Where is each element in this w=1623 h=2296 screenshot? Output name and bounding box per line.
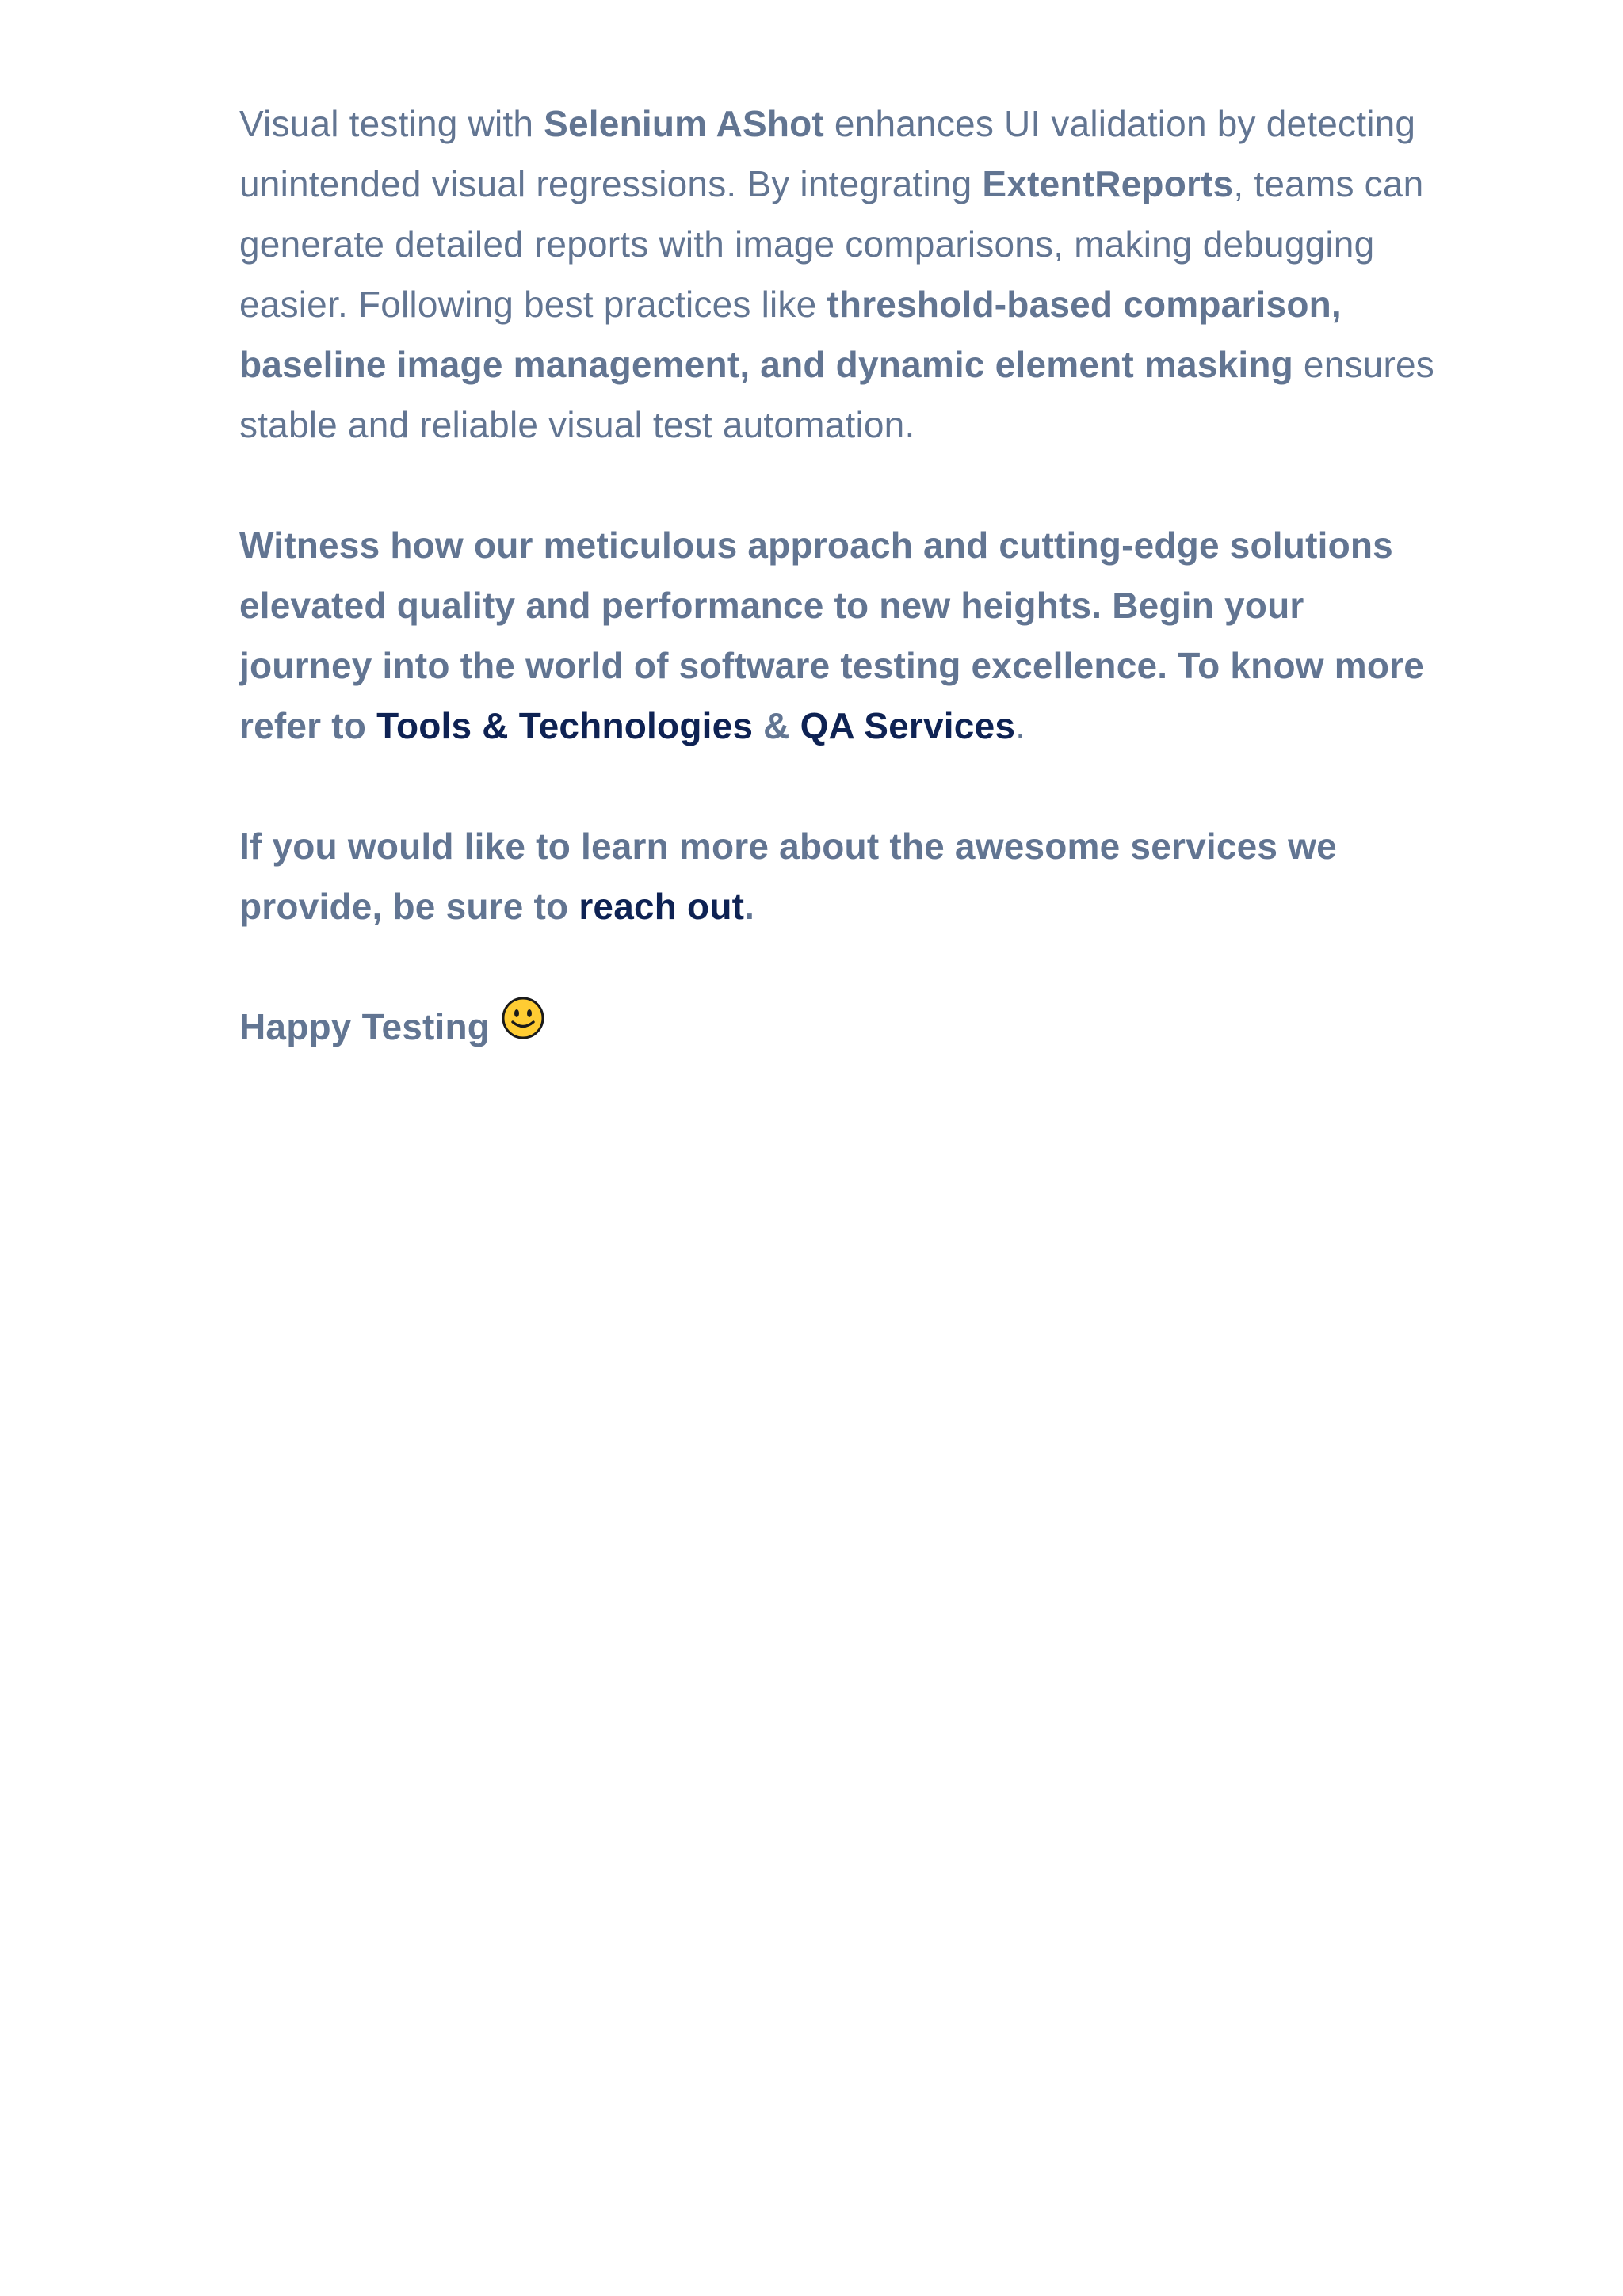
text: & bbox=[753, 705, 800, 746]
paragraph-learn-more bbox=[239, 816, 1444, 936]
emoji-right-eye bbox=[527, 1009, 532, 1017]
text: If you would like to learn more about the awesome services we provide, be sure to bbox=[239, 826, 1337, 927]
article-body bbox=[239, 93, 1444, 1121]
slightly-smiling-face-icon bbox=[501, 996, 545, 1058]
paragraph-visual-testing bbox=[239, 93, 1444, 455]
text: , teams can generate detailed reports with image comparisons, making debugging easier. Following best practices like bbox=[239, 163, 1424, 325]
link-qa-services[interactable]: QA Services bbox=[800, 705, 1016, 746]
text: enhances UI validation by detecting unintended visual regressions. By integrating bbox=[239, 103, 1416, 204]
text: Visual testing with bbox=[239, 103, 544, 144]
text: . bbox=[1015, 705, 1026, 746]
text: . bbox=[744, 886, 755, 927]
text: Witness how our meticulous approach and cutting-edge solutions elevated quality and performance to new heights. Begin your journey into the world of software testing excellence. To know more refer to bbox=[239, 524, 1425, 746]
text: ensures stable and reliable visual test automation. bbox=[239, 344, 1434, 445]
link-tools-technologies[interactable]: Tools & Technologies bbox=[376, 705, 754, 746]
emoji-svg bbox=[501, 996, 545, 1040]
paragraph-happy-testing bbox=[239, 997, 1444, 1061]
emoji-face bbox=[503, 998, 543, 1038]
happy-testing-text: Happy Testing bbox=[239, 1006, 491, 1047]
link-reach-out[interactable]: reach out bbox=[579, 886, 745, 927]
bold-selenium-ashot: Selenium AShot bbox=[544, 103, 824, 144]
paragraph-witness bbox=[239, 515, 1444, 756]
bold-extentreports: ExtentReports bbox=[982, 163, 1234, 204]
emoji-left-eye bbox=[514, 1009, 519, 1017]
bold-best-practices: threshold-based comparison, baseline image management, and dynamic element masking bbox=[239, 284, 1342, 385]
